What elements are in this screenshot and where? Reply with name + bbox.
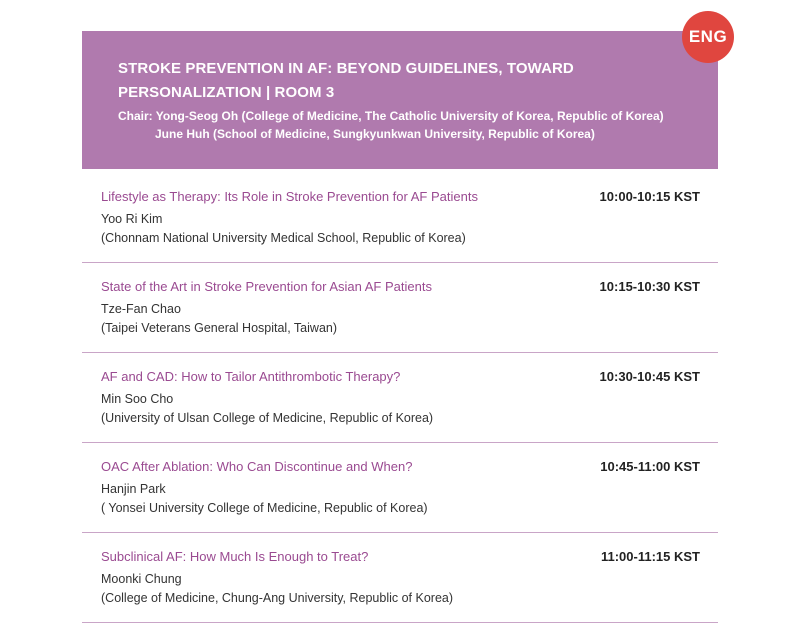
talk-time: 10:15-10:30 KST <box>599 279 700 294</box>
speaker-name: Min Soo Cho <box>101 392 174 406</box>
speaker-affiliation: ( Yonsei University College of Medicine, Republic of Korea) <box>101 501 428 515</box>
talk-item <box>82 533 718 623</box>
talk-item <box>82 443 718 533</box>
talk-time: 10:00-10:15 KST <box>599 189 700 204</box>
talk-time: 10:45-11:00 KST <box>600 459 700 474</box>
speaker-name: Yoo Ri Kim <box>101 212 163 226</box>
session-chairs <box>118 107 698 143</box>
talk-title: Lifestyle as Therapy: Its Role in Stroke Prevention for AF Patients <box>101 189 478 204</box>
speaker-name: Tze-Fan Chao <box>101 302 181 316</box>
chair-line-2: June Huh (School of Medicine, Sungkyunkwan University, Republic of Korea) <box>155 127 595 141</box>
session-header <box>82 31 718 169</box>
chair-line-1: Chair: Yong-Seog Oh (College of Medicine, The Catholic University of Korea, Republic of Korea) <box>118 109 664 123</box>
speaker-affiliation: (College of Medicine, Chung-Ang University, Republic of Korea) <box>101 591 454 605</box>
talk-time: 11:00-11:15 KST <box>600 549 700 564</box>
speaker-name: Moonki Chung <box>101 572 182 586</box>
talk-title: OAC After Ablation: Who Can Discontinue and When? <box>101 459 413 474</box>
session-title: STROKE PREVENTION IN AF: BEYOND GUIDELINES, TOWARD PERSONALIZATION | ROOM 3 <box>118 60 574 101</box>
speaker-name: Hanjin Park <box>101 482 166 496</box>
talk-item <box>82 353 718 443</box>
talk-title: AF and CAD: How to Tailor Antithrombotic Therapy? <box>101 369 401 384</box>
talk-item <box>82 173 718 263</box>
talk-title: State of the Art in Stroke Prevention for Asian AF Patients <box>101 279 432 294</box>
speaker-affiliation: (Taipei Veterans General Hospital, Taiwan) <box>101 321 338 335</box>
speaker-affiliation: (University of Ulsan College of Medicine, Republic of Korea) <box>101 411 434 425</box>
talk-time: 10:30-10:45 KST <box>599 369 700 384</box>
speaker-affiliation: (Chonnam National University Medical School, Republic of Korea) <box>101 231 466 245</box>
talk-title: Subclinical AF: How Much Is Enough to Treat? <box>101 549 369 564</box>
talk-item <box>82 263 718 353</box>
language-badge[interactable]: ENG <box>682 11 734 63</box>
